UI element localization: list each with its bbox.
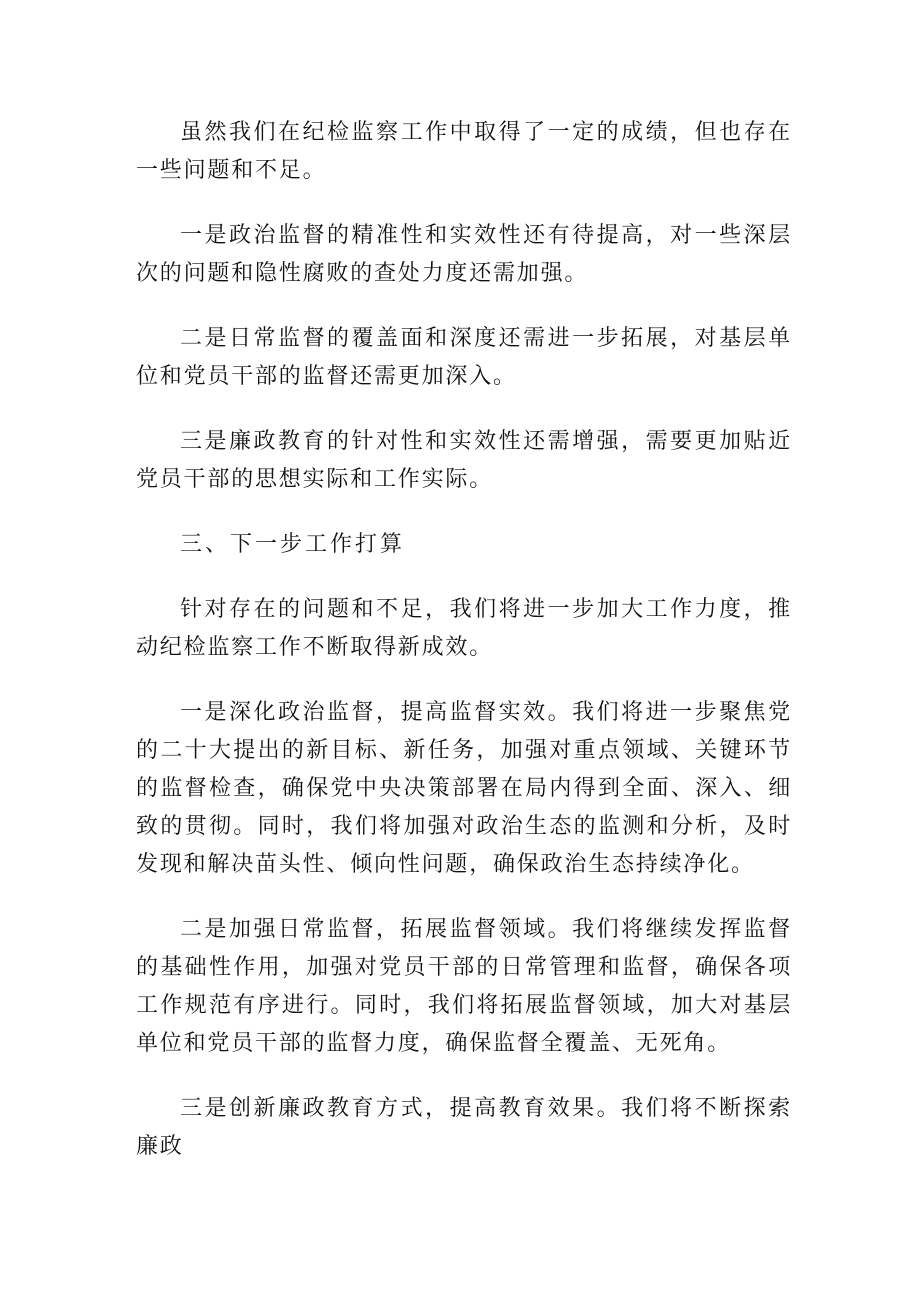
paragraph-problem-1: 一是政治监督的精准性和实效性还有待提高，对一些深层次的问题和隐性腐败的查处力度还需加强。: [136, 223, 792, 286]
document-body: [136, 114, 792, 1193]
paragraph-plan-1: 一是深化政治监督，提高监督实效。我们将进一步聚焦党的二十大提出的新目标、新任务，加强对重点领域、关键环节的监督检查，确保党中央决策部署在局内得到全面、深入、细致的贯彻。同时，我们将加强对政治生态的监测和分析，及时发现和解决苗头性、倾向性问题，确保政治生态持续净化。: [136, 700, 792, 877]
paragraph-plan-2: 二是加强日常监督，拓展监督领域。我们将继续发挥监督的基础性作用，加强对党员干部的日常管理和监督，确保各项工作规范有序进行。同时，我们将拓展监督领域，加大对基层单位和党员干部的监督力度，确保监督全覆盖、无死角。: [136, 917, 792, 1056]
paragraph-problem-2: 二是日常监督的覆盖面和深度还需进一步拓展，对基层单位和党员干部的监督还需更加深入。: [136, 326, 792, 389]
paragraph-problem-3: 三是廉政教育的针对性和实效性还需增强，需要更加贴近党员干部的思想实际和工作实际。: [136, 429, 792, 492]
paragraph-problems-intro: 虽然我们在纪检监察工作中取得了一定的成绩，但也存在一些问题和不足。: [136, 120, 792, 183]
paragraph-next-steps-intro: 针对存在的问题和不足，我们将进一步加大工作力度，推动纪检监察工作不断取得新成效。: [136, 597, 792, 660]
section-heading-next-steps: 三、下一步工作打算: [180, 532, 406, 557]
paragraph-plan-3: 三是创新廉政教育方式，提高教育效果。我们将不断探索廉政: [136, 1096, 792, 1159]
